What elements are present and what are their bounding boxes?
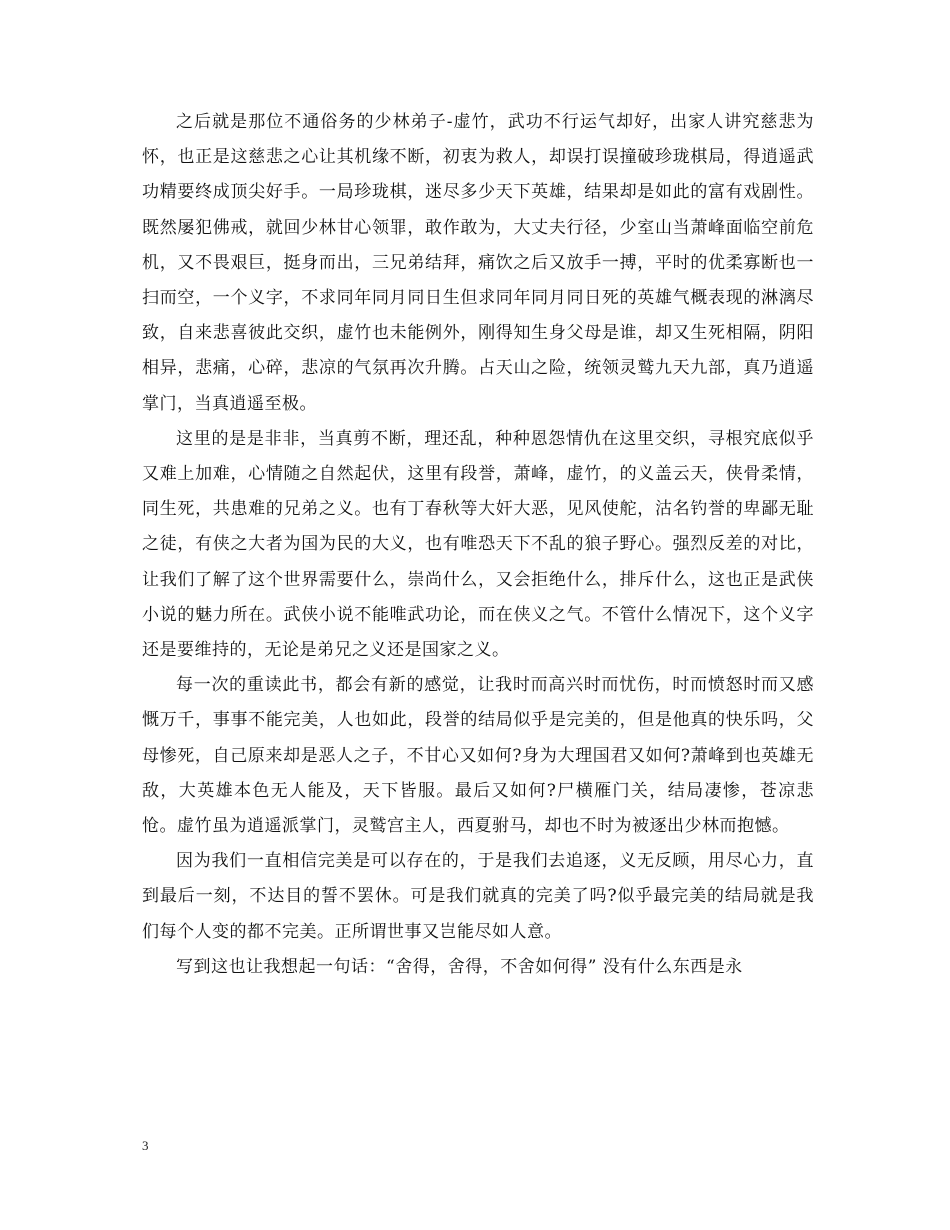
document-body (142, 105, 814, 985)
paragraph-perfection: 因为我们一直相信完美是可以存在的，于是我们去追逐，义无反顾，用尽心力，直到最后一刻，不达目的誓不罢休。可是我们就真的完美了吗?似乎最完美的结局就是我们每个人变的都不完美。正所谓世事又岂能尽如人意。 (142, 851, 814, 942)
paragraph-xuzhu: 之后就是那位不通俗务的少林弟子-虚竹，武功不行运气却好，出家人讲究慈悲为怀，也正是这慈悲之心让其机缘不断，初衷为救人，却误打误撞破珍珑棋局，得逍遥武功精要终成顶尖好手。一局珍珑棋，迷尽多少天下英雄，结果却是如此的富有戏剧性。既然屡犯佛戒，就回少林甘心领罪，敢作敢为，大丈夫行径，少室山当萧峰面临空前危机，又不畏艰巨，挺身而出，三兄弟结拜，痛饮之后又放手一搏，平时的优柔寡断也一扫而空，一个义字，不求同年同月同日生但求同年同月同日死的英雄气概表现的淋漓尽致，自来悲喜彼此交织，虚竹也未能例外，刚得知生身父母是谁，却又生死相隔，阴阳相异，悲痛，心碎，悲凉的气氛再次升腾。占天山之险，统领灵鹫九天九部，真乃逍遥掌门，当真逍遥至极。 (142, 112, 814, 414)
paragraph-brotherhood: 这里的是是非非，当真剪不断，理还乱，种种恩怨情仇在这里交织，寻根究底似乎又难上加难，心情随之自然起伏，这里有段誉，萧峰，虚竹，的义盖云天，侠骨柔情，同生死，共患难的兄弟之义。也有丁春秋等大奸大恶，见风使舵，沽名钓誉的卑鄙无耻之徒，有侠之大者为国为民的大义，也有唯恐天下不乱的狼子野心。强烈反差的对比，让我们了解了这个世界需要什么，崇尚什么，又会拒绝什么，排斥什么，这也正是武侠小说的魅力所在。武侠小说不能唯武功论，而在侠义之气。不管什么情况下，这个义字还是要维持的，无论是弟兄之义还是国家之义。 (142, 428, 814, 661)
paragraph-rereading: 每一次的重读此书，都会有新的感觉，让我时而高兴时而忧伤，时而愤怒时而又感慨万千，事事不能完美，人也如此，段誉的结局似乎是完美的，但是他真的快乐吗，父母惨死，自己原来却是恶人之子，不甘心又如何?身为大理国君又如何?萧峰到也英雄无敌，大英雄本色无人能及，天下皆服。最后又如何?尸横雁门关，结局凄惨，苍凉悲怆。虚竹虽为逍遥派掌门，灵鹫宫主人，西夏驸马，却也不时为被逐出少林而抱憾。 (142, 675, 814, 837)
page-number: 3 (142, 1138, 149, 1153)
paragraph-quote: 写到这也让我想起一句话：“舍得，舍得，不舍如何得” 没有什么东西是永 (176, 956, 743, 977)
